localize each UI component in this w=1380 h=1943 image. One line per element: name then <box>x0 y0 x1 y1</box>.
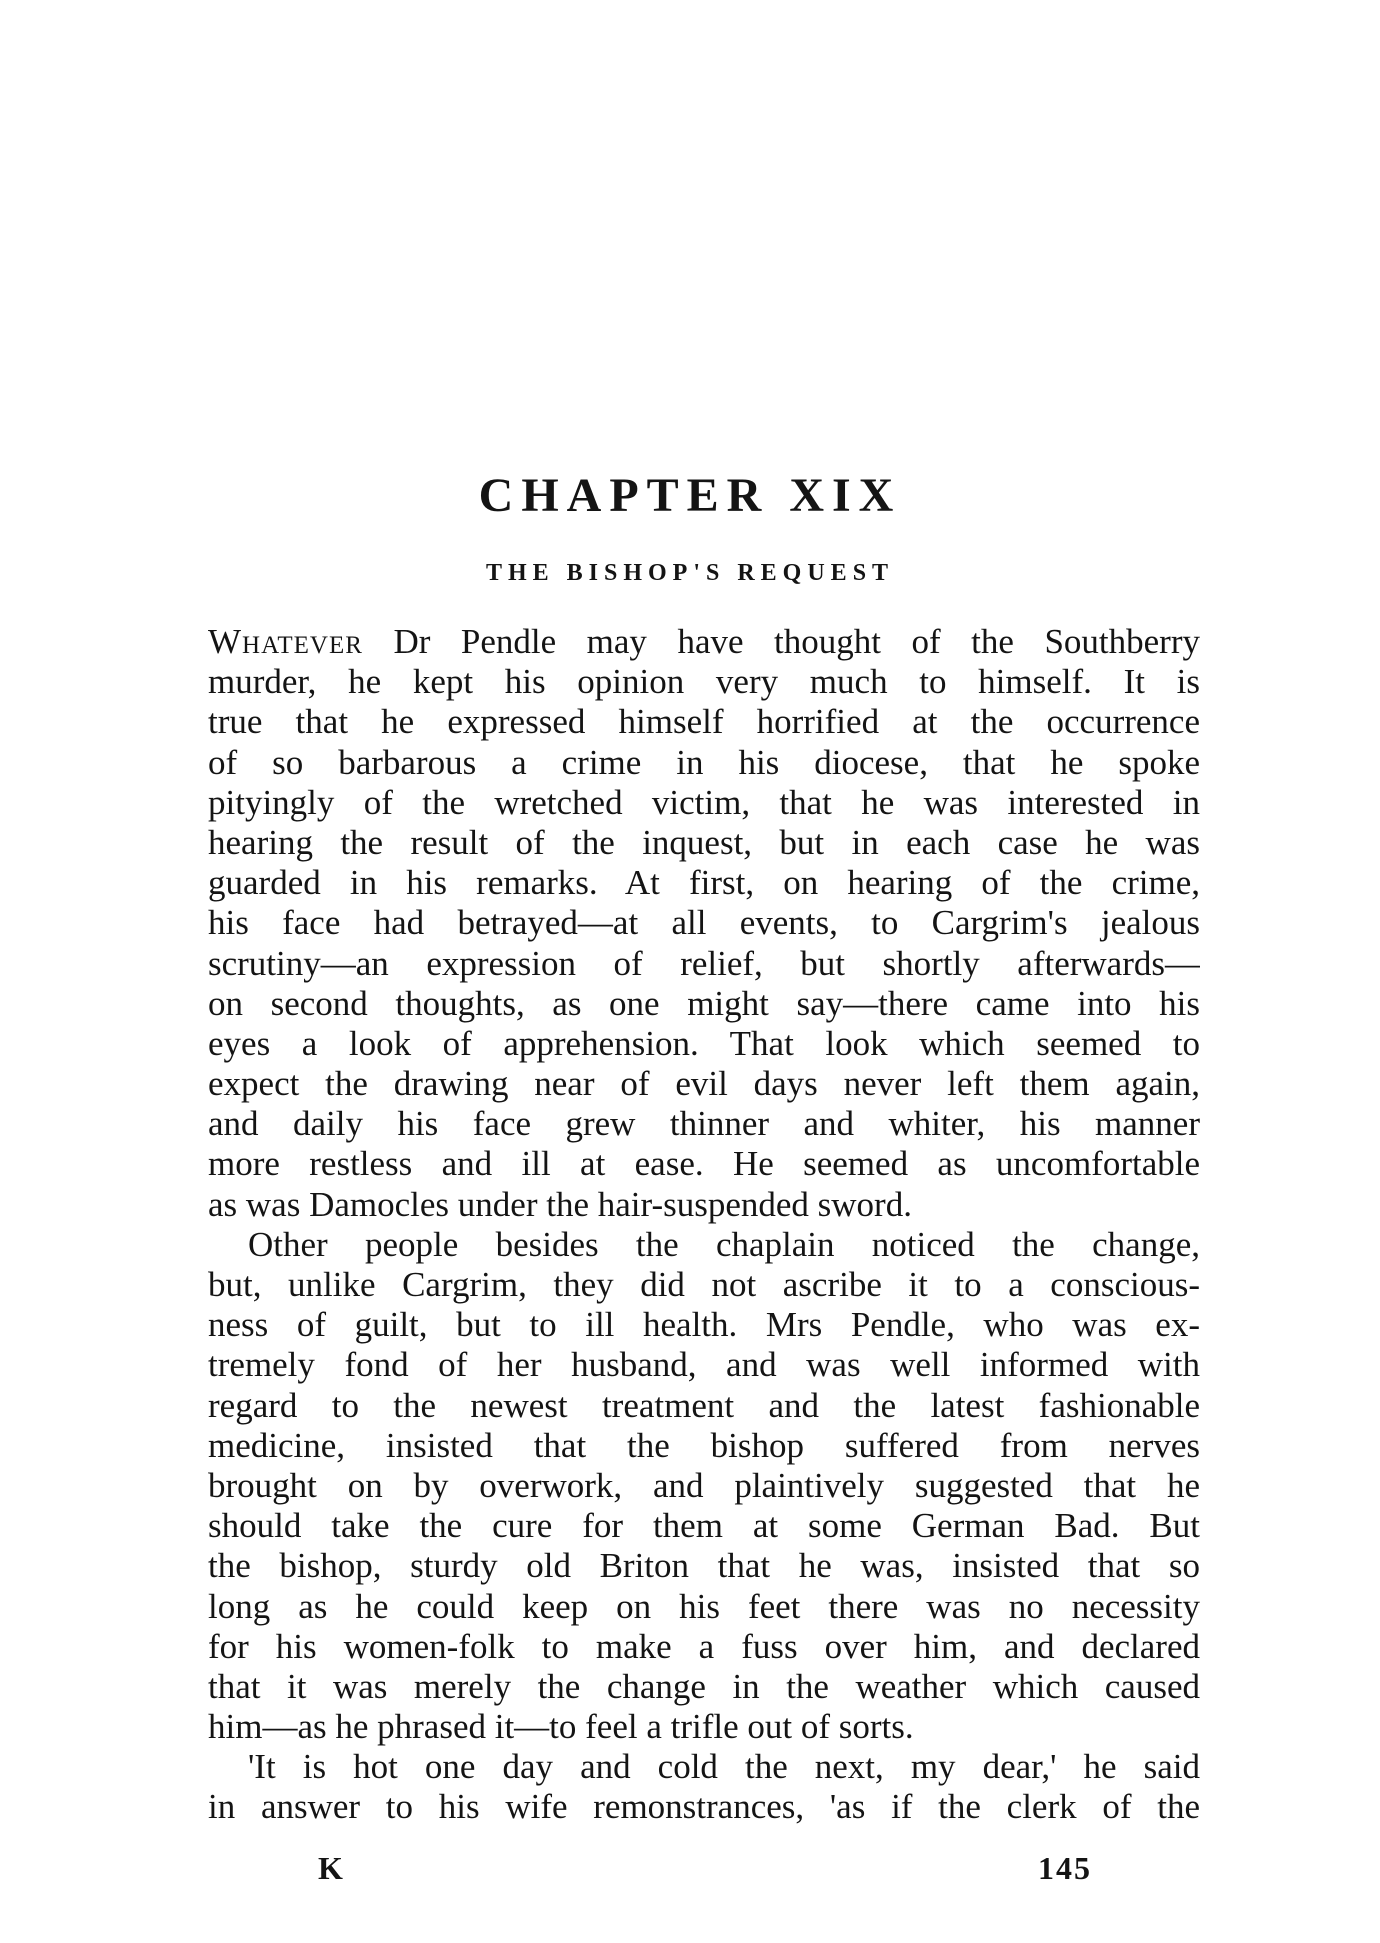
text-line: murder, he kept his opinion very much to himself. It is <box>208 662 1200 702</box>
text-line: guarded in his remarks. At first, on hearing of the crime, <box>208 863 1200 903</box>
text-line: of so barbarous a crime in his diocese, that he spoke <box>208 742 1200 782</box>
page-footer <box>0 1850 1380 1890</box>
text-line: for his women-folk to make a fuss over him, and declared <box>208 1626 1200 1666</box>
text-line: and daily his face grew thinner and whiter, his manner <box>208 1104 1200 1144</box>
chapter-subtitle: THE BISHOP'S REQUEST <box>485 560 895 586</box>
text-line: as was Damocles under the hair-suspended sword. <box>208 1184 912 1224</box>
chapter-title: CHAPTER XIX <box>478 469 902 522</box>
text-line: Other people besides the chaplain noticed the change, <box>248 1224 1200 1264</box>
text-line: eyes a look of apprehension. That look which seemed to <box>208 1023 1200 1063</box>
text-line: 'It is hot one day and cold the next, my dear,' he said <box>248 1747 1200 1787</box>
text-line: true that he expressed himself horrified at the occurrence <box>208 702 1200 742</box>
text-line: him—as he phrased it—to feel a trifle out of sorts. <box>208 1707 914 1747</box>
text-line: the bishop, sturdy old Briton that he was, insisted that so <box>208 1546 1200 1586</box>
text-line: regard to the newest treatment and the latest fashionable <box>208 1385 1200 1425</box>
text-line: long as he could keep on his feet there was no necessity <box>208 1586 1200 1626</box>
text-line: brought on by overwork, and plaintively suggested that he <box>208 1465 1200 1505</box>
text-line: hearing the result of the inquest, but in each case he was <box>208 822 1200 862</box>
text-line: scrutiny—an expression of relief, but shortly afterwards— <box>208 943 1200 983</box>
text-line: should take the cure for them at some German Bad. But <box>208 1506 1200 1546</box>
page-number: 145 <box>1038 1850 1092 1886</box>
text-line: pityingly of the wretched victim, that he was interested in <box>208 782 1200 822</box>
text-line: Whatever Dr Pendle may have thought of the Southberry <box>208 622 1200 661</box>
body-text <box>208 622 1200 1828</box>
text-line: on second thoughts, as one might say—there came into his <box>208 983 1200 1023</box>
text-line: that it was merely the change in the weather which caused <box>208 1666 1200 1706</box>
text-line: expect the drawing near of evil days never left them again, <box>208 1064 1200 1104</box>
text-line: his face had betrayed—at all events, to Cargrim's jealous <box>208 903 1200 943</box>
text-line: medicine, insisted that the bishop suffered from nerves <box>208 1425 1200 1465</box>
text-line: in answer to his wife remonstrances, 'as if the clerk of the <box>208 1787 1200 1827</box>
text-line: tremely fond of her husband, and was well informed with <box>208 1345 1200 1385</box>
text-line: more restless and ill at ease. He seemed as uncomfortable <box>208 1144 1200 1184</box>
text-line: ness of guilt, but to ill health. Mrs Pendle, who was ex- <box>208 1305 1200 1345</box>
signature-mark: K <box>318 1850 343 1886</box>
drop-lead-word: Whatever <box>208 622 363 661</box>
text-line: but, unlike Cargrim, they did not ascribe it to a conscious- <box>208 1265 1200 1304</box>
